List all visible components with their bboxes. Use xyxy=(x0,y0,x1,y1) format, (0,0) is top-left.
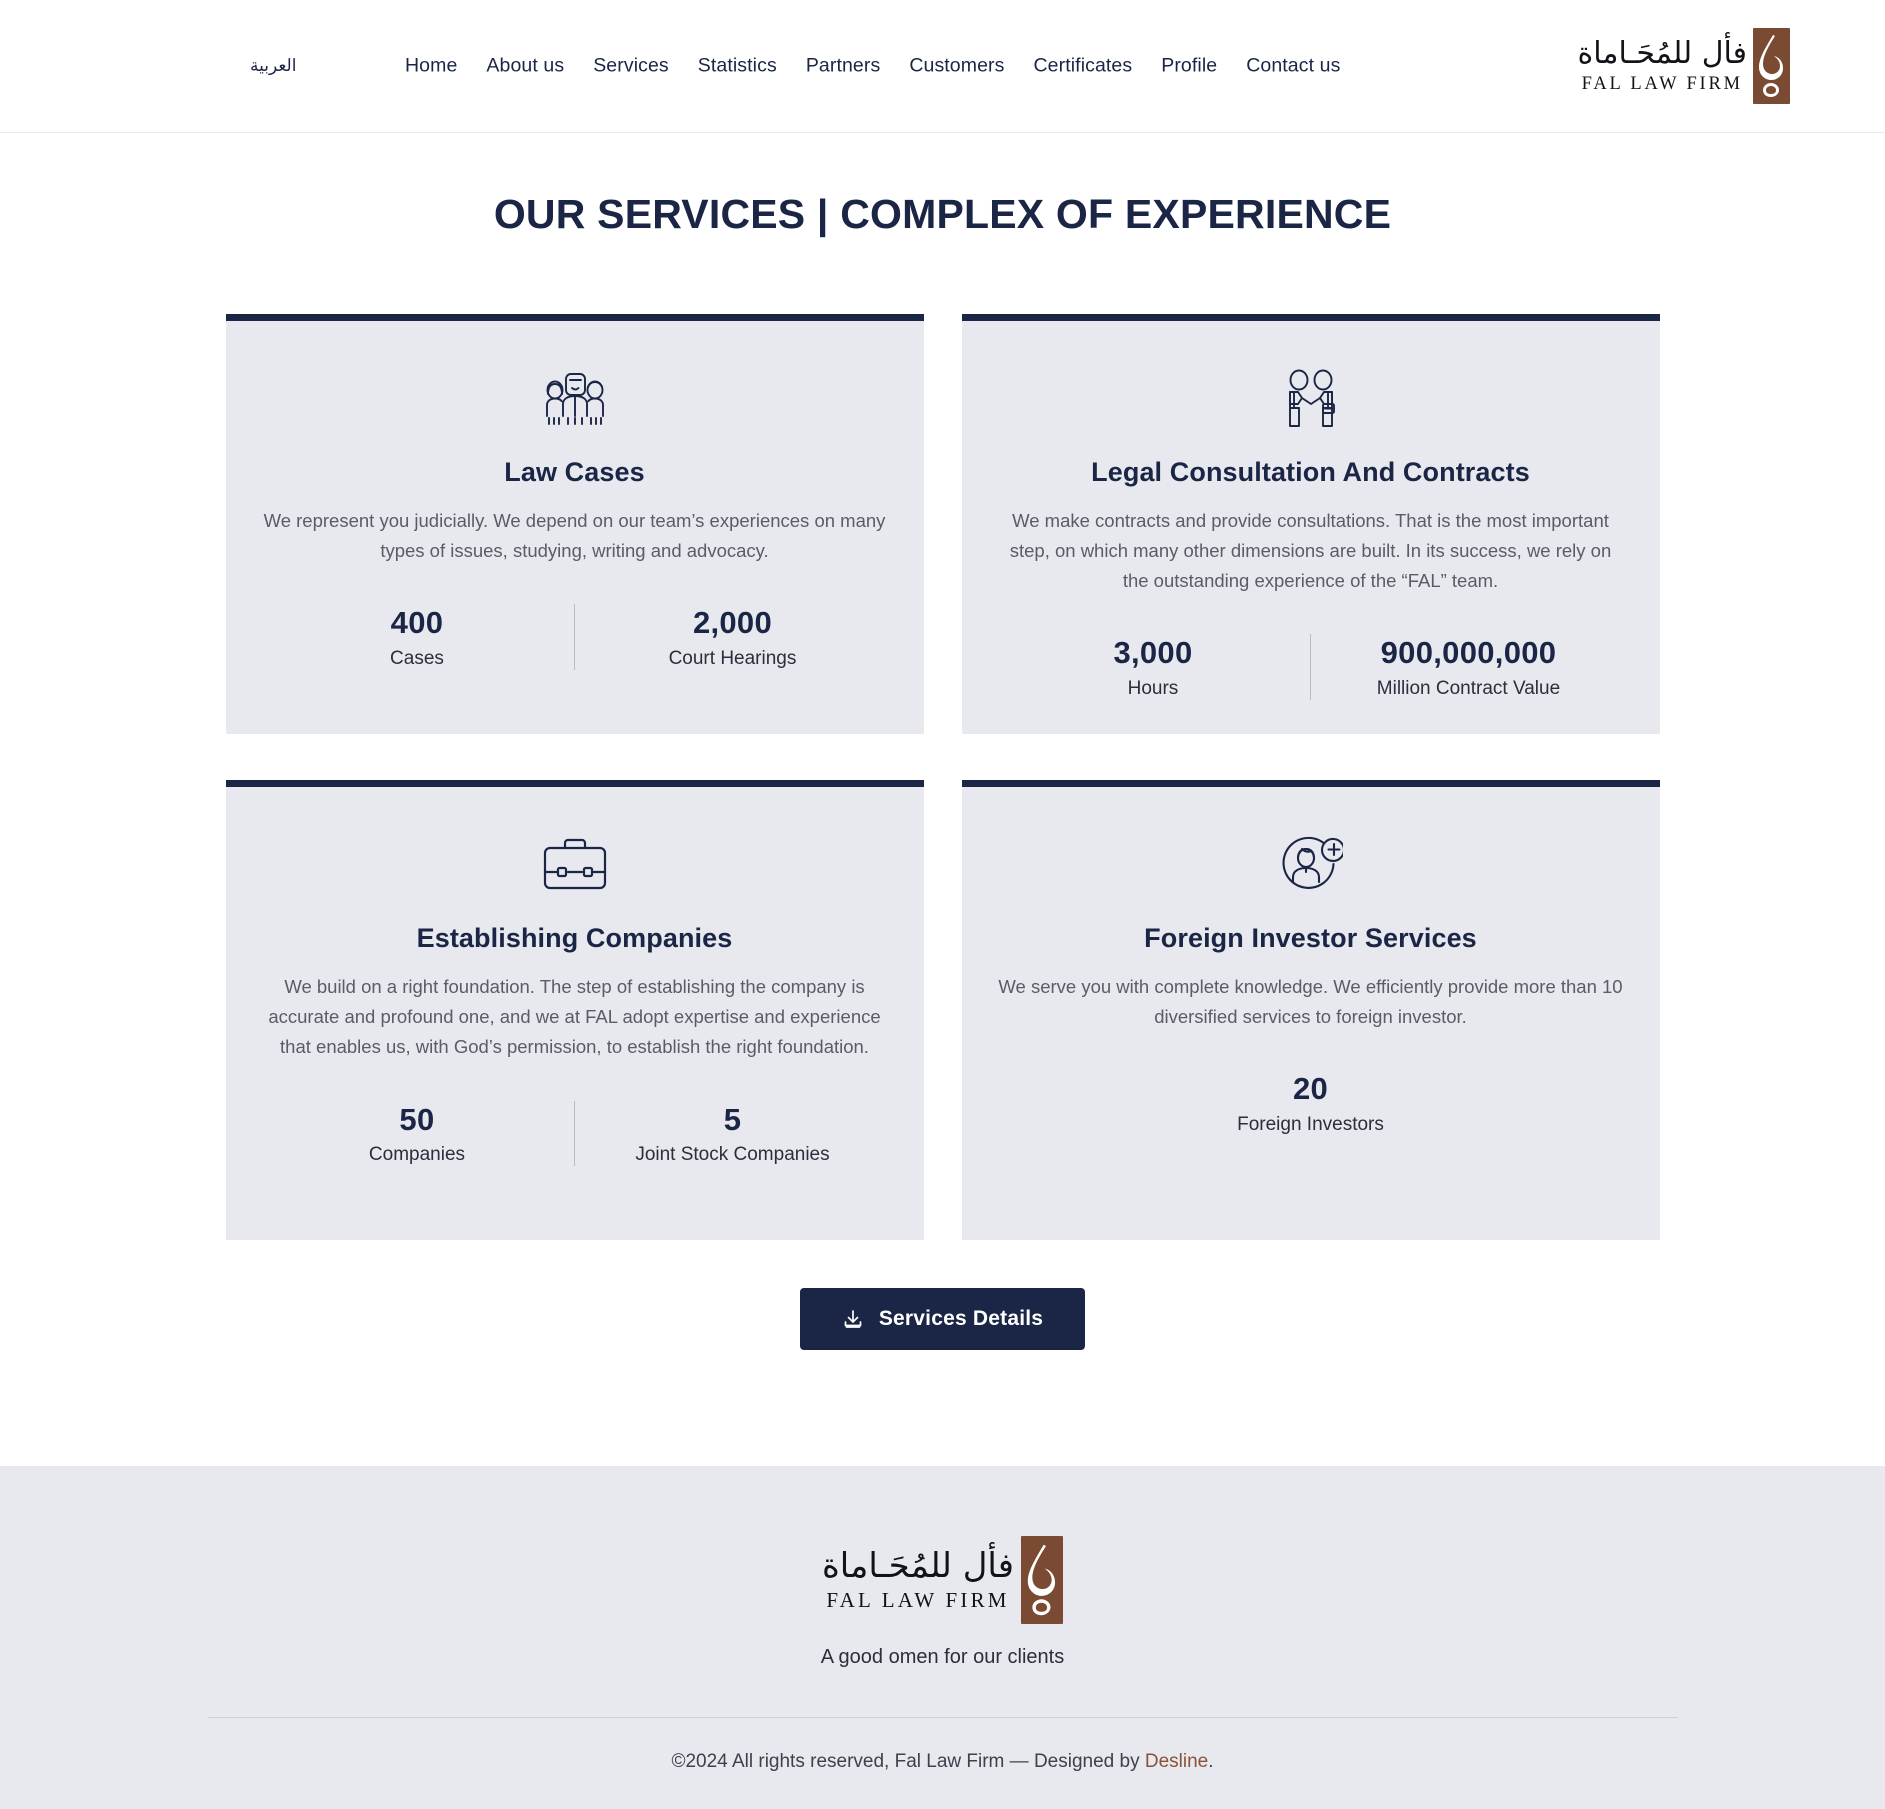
stat-item xyxy=(260,1101,575,1167)
footer-logo-mark-icon xyxy=(1021,1536,1063,1624)
cta-container xyxy=(0,1288,1885,1466)
stat-item xyxy=(1310,634,1625,700)
designer-link[interactable]: Desline xyxy=(1144,1751,1209,1773)
people-group-icon xyxy=(541,363,609,435)
brand-logo-arabic: فأل للمُحَـاماة xyxy=(1577,36,1747,72)
stat-value: 50 xyxy=(399,1101,435,1137)
stat-label: Companies xyxy=(368,1144,466,1166)
stat-item xyxy=(260,604,575,670)
footer-tagline: A good omen for our clients xyxy=(820,1646,1065,1669)
stat-label: Million Contract Value xyxy=(1376,678,1561,700)
footer-brand-logo[interactable] xyxy=(822,1536,1063,1624)
nav-item-contact-us[interactable]: Contact us xyxy=(1246,54,1341,77)
stat-label: Foreign Investors xyxy=(1237,1114,1384,1136)
footer-logo-arabic: فأل للمُحَـاماة xyxy=(821,1545,1015,1586)
stat-value: 3,000 xyxy=(1113,635,1193,671)
copyright-text: ©2024 All rights reserved, Fal Law Firm — Designed by xyxy=(671,1751,1145,1773)
service-card-stats xyxy=(260,1101,890,1167)
service-card-description: We make contracts and provide consultations. That is the most important step, on which many other dimensions are built. In its success, we rely on the outstanding experience of the “FAL” team. xyxy=(1009,510,1612,592)
nav-item-services[interactable]: Services xyxy=(593,54,669,77)
nav-item-home[interactable]: Home xyxy=(405,54,458,77)
stat-label: Cases xyxy=(390,648,444,670)
brand-logo-text xyxy=(1578,28,1747,104)
stat-item xyxy=(574,1101,889,1167)
stat-value: 400 xyxy=(390,605,444,641)
service-card-description: We serve you with complete knowledge. We efficiently provide more than 10 diversified services to foreign investor. xyxy=(998,976,1623,1028)
stat-item xyxy=(996,634,1311,700)
service-card-title: Law Cases xyxy=(504,457,645,487)
service-card-description: We represent you judicially. We depend on our team’s experiences on many types of issues, studying, writing and advocacy. xyxy=(263,510,886,562)
nav-item-customers[interactable]: Customers xyxy=(909,54,1005,77)
brand-logo-mark-icon xyxy=(1753,28,1790,104)
nav-item-statistics[interactable]: Statistics xyxy=(697,54,777,77)
download-icon xyxy=(842,1308,864,1330)
service-card-stats xyxy=(996,634,1626,700)
briefcase-icon xyxy=(539,829,611,901)
stat-value: 20 xyxy=(1292,1071,1329,1107)
footer-logo-text xyxy=(822,1536,1014,1624)
nav-item-profile[interactable]: Profile xyxy=(1161,54,1218,77)
service-card-title: Establishing Companies xyxy=(416,923,733,954)
stat-label: Hours xyxy=(1127,678,1179,700)
services-cards-grid xyxy=(226,314,1660,1240)
service-card-foreign-investor xyxy=(962,780,1660,1240)
service-card-legal-consultation xyxy=(962,314,1660,734)
service-card-stats xyxy=(996,1070,1626,1136)
service-card-establishing-companies xyxy=(226,780,924,1240)
service-card-description: We build on a right foundation. The step of establishing the company is accurate and profound one, and we at FAL adopt expertise and experience that enables us, with God’s permission, to establish the right foundation. xyxy=(268,976,881,1058)
nav-item-about-us[interactable]: About us xyxy=(486,54,565,77)
language-toggle[interactable]: العربية xyxy=(250,56,297,75)
stat-item xyxy=(574,604,889,670)
services-details-button[interactable] xyxy=(800,1288,1085,1350)
stat-label: Joint Stock Companies xyxy=(635,1144,830,1166)
service-card-title: Legal Consultation And Contracts xyxy=(1091,457,1530,487)
stat-value: 900,000,000 xyxy=(1380,635,1557,671)
footer-inner xyxy=(208,1536,1678,1669)
brand-logo-latin: FAL LAW FIRM xyxy=(1581,73,1743,94)
copyright-suffix: . xyxy=(1208,1751,1214,1773)
stat-value: 5 xyxy=(723,1101,742,1137)
services-details-label: Services Details xyxy=(878,1307,1044,1331)
footer-copyright xyxy=(0,1718,1885,1809)
services-section xyxy=(0,133,1885,1466)
nav-item-partners[interactable]: Partners xyxy=(805,54,881,77)
nav-item-certificates[interactable]: Certificates xyxy=(1033,54,1133,77)
service-card-law-cases xyxy=(226,314,924,734)
stat-value: 2,000 xyxy=(692,605,773,641)
site-footer xyxy=(0,1466,1885,1809)
user-add-icon xyxy=(1279,829,1343,901)
main-navigation xyxy=(405,55,1340,78)
site-header xyxy=(0,0,1885,133)
stat-item xyxy=(1219,1070,1402,1136)
service-card-title: Foreign Investor Services xyxy=(1144,923,1477,954)
handshake-icon xyxy=(1278,363,1344,435)
brand-logo[interactable] xyxy=(1578,28,1790,104)
footer-logo-latin: FAL LAW FIRM xyxy=(826,1588,1010,1613)
page-title: OUR SERVICES | COMPLEX OF EXPERIENCE xyxy=(493,191,1392,237)
service-card-stats xyxy=(260,604,890,670)
stat-label: Court Hearings xyxy=(668,648,797,670)
